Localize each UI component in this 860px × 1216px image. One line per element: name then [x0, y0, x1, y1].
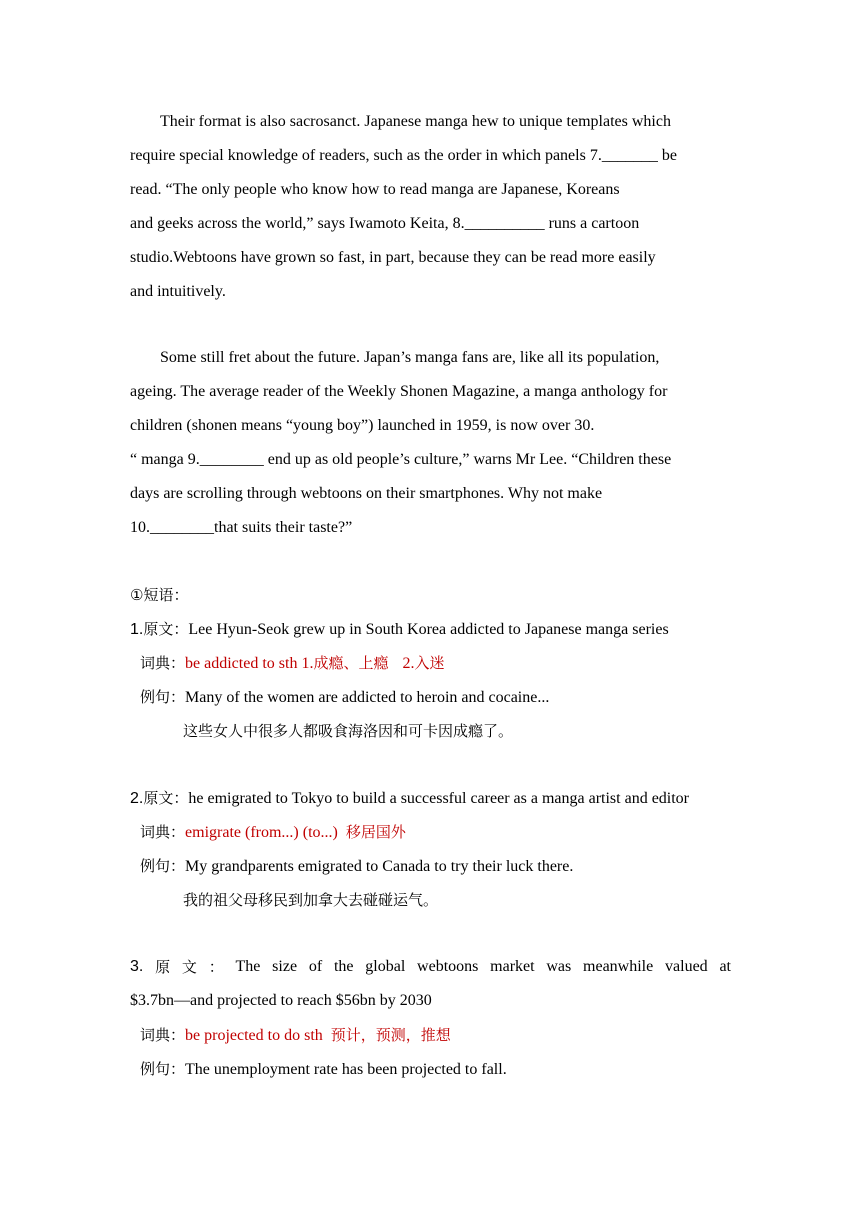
example-label: 例句 — [140, 1060, 171, 1078]
paragraph-1-line-3: read. “The only people who know how to read manga are Japanese, Koreans — [130, 181, 620, 198]
item-3-original-line-2: $3.7bn—and projected to reach $56bn by 2030 — [130, 992, 432, 1009]
item-3-example: 例句：The unemployment rate has been projected to fall. — [140, 1060, 507, 1078]
item-1-example-translation: 这些女人中很多人都吸食海洛因和可卡因成瘾了。 — [183, 722, 514, 740]
dict-term: be projected to do sth — [185, 1027, 323, 1044]
dict-meaning-2: 入迷 — [414, 654, 445, 672]
item-3-original-line-1: 3. 原 文 ： The size of the global webtoons market was meanwhile valued at — [130, 958, 731, 976]
paragraph-2-line-3: children (shonen means “young boy”) launched in 1959, is now over 30. — [130, 417, 595, 434]
dict-meaning: 预计，预测，推想 — [330, 1026, 451, 1044]
item-2-example-translation: 我的祖父母移民到加拿大去碰碰运气。 — [183, 891, 439, 909]
paragraph-2-line-1: Some still fret about the future. Japan’s manga fans are, like all its population, — [160, 349, 660, 366]
item-number: 2. — [130, 790, 144, 807]
paragraph-2-line-6: 10.________that suits their taste?” — [130, 519, 353, 536]
item-1-dict: 词典：be addicted to sth 1.成瘾、上瘾 2.入迷 — [140, 654, 445, 672]
dict-term: emigrate (from...) (to...) — [185, 824, 338, 841]
paragraph-1-line-1: Their format is also sacrosanct. Japanese manga hew to unique templates which — [160, 113, 671, 130]
example-label: 例句 — [140, 688, 171, 706]
paragraph-1-line-5: studio.Webtoons have grown so fast, in part, because they can be read more easily — [130, 249, 656, 266]
example-text: My grandparents emigrated to Canada to try their luck there. — [185, 858, 574, 875]
paragraph-1-line-4: and geeks across the world,” says Iwamoto Keita, 8.__________ runs a cartoon — [130, 215, 640, 232]
dict-label: 词典 — [140, 1026, 171, 1044]
dict-meaning: 成瘾、上瘾 — [313, 654, 389, 672]
example-text: Many of the women are addicted to heroin and cocaine... — [185, 689, 550, 706]
item-number: 3. — [130, 958, 144, 975]
paragraph-2-line-4: “ manga 9.________ end up as old people’s culture,” warns Mr Lee. “Children these — [130, 451, 672, 468]
example-text: The unemployment rate has been projected to fall. — [185, 1061, 507, 1078]
item-1-original: 1.原文：Lee Hyun-Seok grew up in South Korea addicted to Japanese manga series — [130, 620, 669, 638]
item-3-dict: 词典：be projected to do sth 预计，预测，推想 — [140, 1026, 451, 1044]
original-label-char-1: 原 — [155, 958, 171, 976]
paragraph-1-line-2: require special knowledge of readers, such as the order in which panels 7._______ be — [130, 147, 677, 164]
section-title: ①短语： — [130, 586, 189, 604]
dict-label: 词典 — [140, 823, 171, 841]
example-label: 例句 — [140, 857, 171, 875]
dict-label: 词典 — [140, 654, 171, 672]
dict-term: be addicted to sth 1. — [185, 655, 314, 672]
item-2-dict: 词典：emigrate (from...) (to...) 移居国外 — [140, 823, 406, 841]
item-2-original: 2.原文：he emigrated to Tokyo to build a successful career as a manga artist and editor — [130, 789, 690, 807]
original-label-char-2: 文 — [181, 958, 197, 976]
item-2-example: 例句：My grandparents emigrated to Canada to try their luck there. — [140, 857, 574, 875]
paragraph-2-line-5: days are scrolling through webtoons on their smartphones. Why not make — [130, 485, 603, 502]
original-label: 原文 — [143, 620, 174, 638]
item-number: 1. — [130, 621, 144, 638]
dict-meaning: 移居国外 — [345, 823, 406, 841]
paragraph-2-line-2: ageing. The average reader of the Weekly Shonen Magazine, a manga anthology for — [130, 383, 668, 400]
original-label: 原文 — [143, 789, 174, 807]
paragraph-1-line-6: and intuitively. — [130, 283, 226, 300]
original-text: he emigrated to Tokyo to build a successful career as a manga artist and editor — [188, 790, 690, 807]
original-text: Lee Hyun-Seok grew up in South Korea addicted to Japanese manga series — [188, 621, 669, 638]
item-1-example: 例句：Many of the women are addicted to heroin and cocaine... — [140, 688, 550, 706]
